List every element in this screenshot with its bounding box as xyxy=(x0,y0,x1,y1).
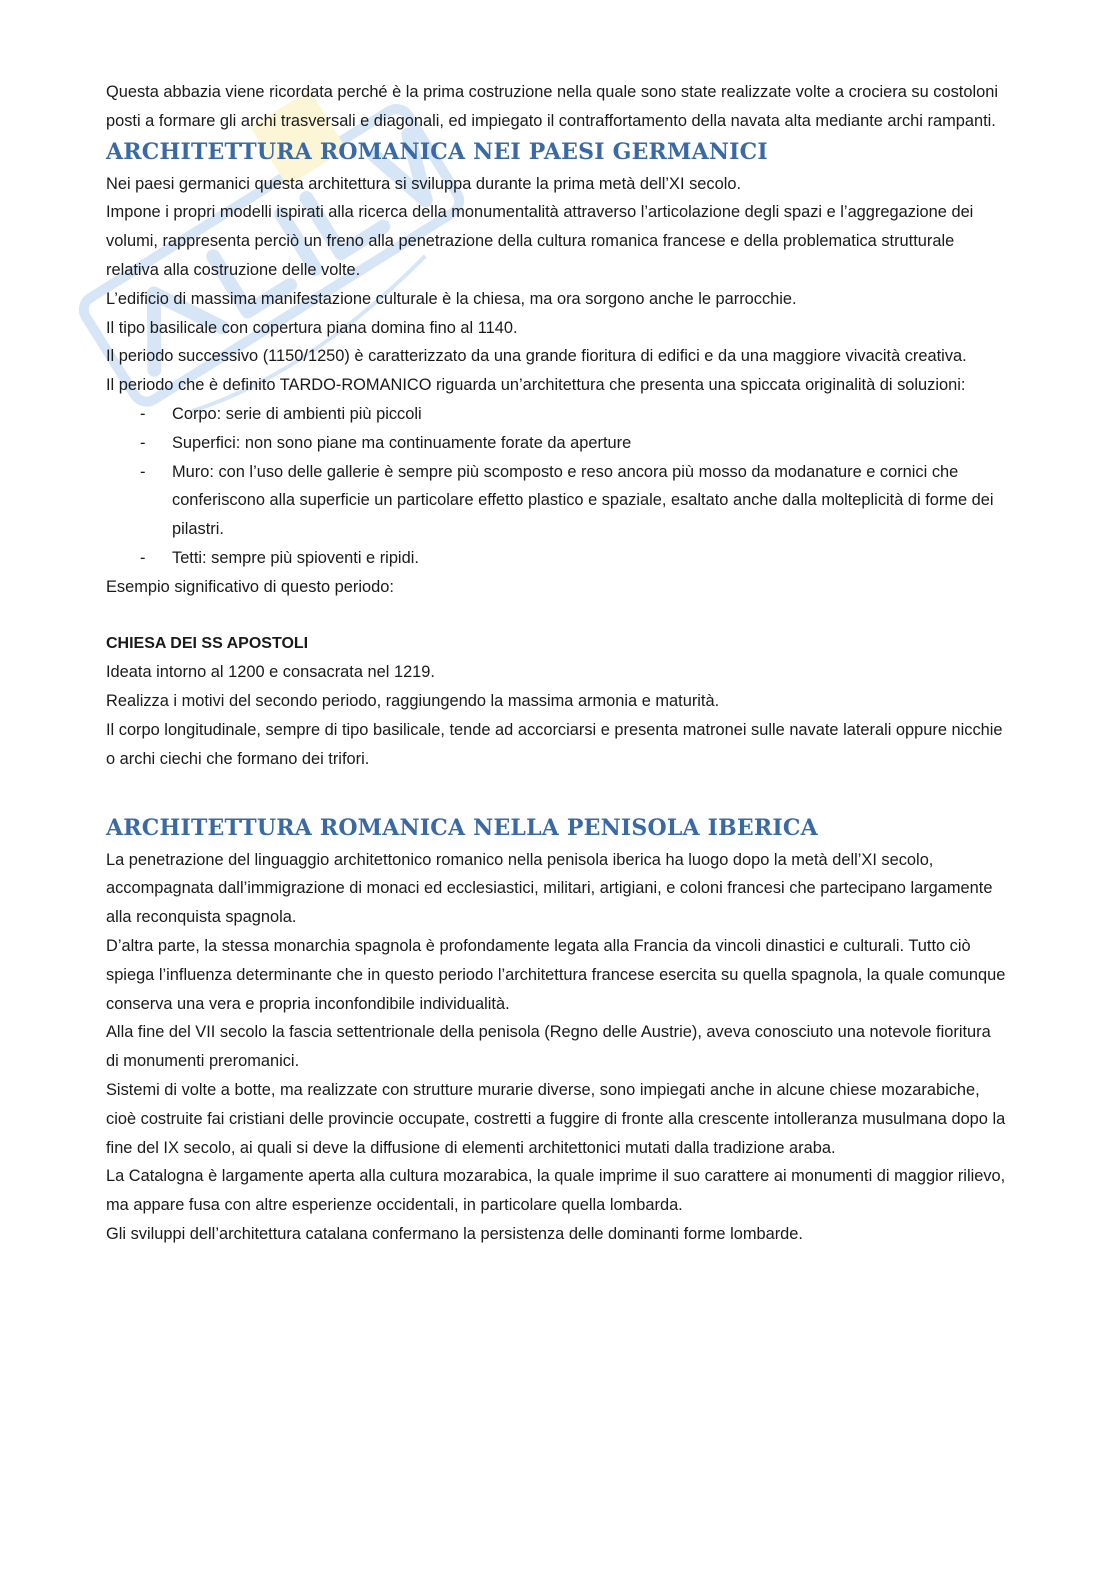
list-item-text: Muro: con l’uso delle gallerie è sempre più scomposto e reso ancora più mosso da modanature e cornici che conferiscono alla superficie un particolare effetto plastico e spaziale, esaltato anche dalla molteplicità di forme dei pilastri. xyxy=(172,462,994,539)
list-item xyxy=(140,544,1006,573)
paragraph: Ideata intorno al 1200 e consacrata nel 1219. xyxy=(106,663,435,682)
paragraph: Alla fine del VII secolo la fascia settentrionale della penisola (Regno delle Austrie), aveva conosciuto una notevole fioritura di monumenti preromanici. xyxy=(106,1023,991,1071)
list-item-text: Corpo: serie di ambienti più piccoli xyxy=(172,404,422,423)
paragraph: Impone i propri modelli ispirati alla ricerca della monumentalità attraverso l’articolazione degli spazi e l’aggregazione dei volumi, rappresenta perciò un freno alla penetrazione della cultura romanica francese e della problematica strutturale relativa alla costruzione delle volte. xyxy=(106,203,974,279)
paragraph: Esempio significativo di questo periodo: xyxy=(106,577,394,596)
list-item-text: Tetti: sempre più spioventi e ripidi. xyxy=(172,548,419,567)
paragraph: La Catalogna è largamente aperta alla cultura mozarabica, la quale imprime il suo carattere ai monumenti di maggior rilievo, ma appare fusa con altre esperienze occidentali, in particolare quella lombarda. xyxy=(106,1167,1006,1215)
paragraph: Il corpo longitudinale, sempre di tipo basilicale, tende ad accorciarsi e presenta matronei sulle navate laterali oppure nicchie o archi ciechi che formano dei trifori. xyxy=(106,720,1003,768)
paragraph: Gli sviluppi dell’architettura catalana confermano la persistenza delle dominanti forme lombarde. xyxy=(106,1224,803,1243)
paragraph: Il periodo successivo (1150/1250) è caratterizzato da una grande fioritura di edifici e da una maggiore vivacità creativa. xyxy=(106,347,967,366)
bullet-dash: - xyxy=(140,462,146,481)
paragraph: Nei paesi germanici questa architettura si sviluppa durante la prima metà dell’XI secolo. xyxy=(106,174,742,193)
bullet-list xyxy=(106,400,1006,573)
intro-paragraph: Questa abbazia viene ricordata perché è la prima costruzione nella quale sono state realizzate volte a crociera su costoloni posti a formare gli archi trasversali e diagonali, ed impiegato il contraffortamento della navata alta mediante archi rampanti. xyxy=(106,83,998,130)
section-title-germanic: ARCHITETTURA ROMANICA NEI PAESI GERMANICI xyxy=(106,138,768,165)
bullet-dash: - xyxy=(140,404,146,423)
paragraph: Sistemi di volte a botte, ma realizzate con strutture murarie diverse, sono impiegati anche in alcune chiese mozarabiche, cioè costruite fai cristiani delle provincie occupate, costretti a fuggire di fronte alla crescente intolleranza musulmana dopo la fine del IX secolo, ai quali si deve la diffusione di elementi architettonici mutati dalla tradizione araba. xyxy=(106,1080,1006,1157)
paragraph: Il tipo basilicale con copertura piana domina fino al 1140. xyxy=(106,318,518,337)
document-page xyxy=(106,78,1006,1249)
paragraph: Il periodo che è definito TARDO-ROMANICO riguarda un’architettura che presenta una spiccata originalità di soluzioni: xyxy=(106,376,966,395)
list-item-text: Superfici: non sono piane ma continuamente forate da aperture xyxy=(172,433,632,452)
paragraph: La penetrazione del linguaggio architettonico romanico nella penisola iberica ha luogo dopo la metà dell’XI secolo, accompagnata dall’immigrazione di monaci ed ecclesiastici, militari, artigiani, e coloni francesi che partecipano largamente alla reconquista spagnola. xyxy=(106,850,993,927)
subsection-title-ss-apostoli: CHIESA DEI SS APOSTOLI xyxy=(106,634,309,652)
list-item xyxy=(140,429,1006,458)
section-spacer xyxy=(106,774,1006,812)
list-item xyxy=(140,458,1006,544)
paragraph: L’edificio di massima manifestazione culturale è la chiesa, ma ora sorgono anche le parrocchie. xyxy=(106,289,797,308)
bullet-dash: - xyxy=(140,433,146,452)
section-title-iberian: ARCHITETTURA ROMANICA NELLA PENISOLA IBERICA xyxy=(106,814,818,841)
paragraph: D’altra parte, la stessa monarchia spagnola è profondamente legata alla Francia da vincoli dinastici e culturali. Tutto ciò spiega l’influenza determinante che in questo periodo l’architettura francese esercita su quella spagnola, la quale comunque conserva una vera e propria inconfondibile individualità. xyxy=(106,936,1006,1013)
paragraph: Realizza i motivi del secondo periodo, raggiungendo la massima armonia e maturità. xyxy=(106,692,720,711)
bullet-dash: - xyxy=(140,548,146,567)
list-item xyxy=(140,400,1006,429)
